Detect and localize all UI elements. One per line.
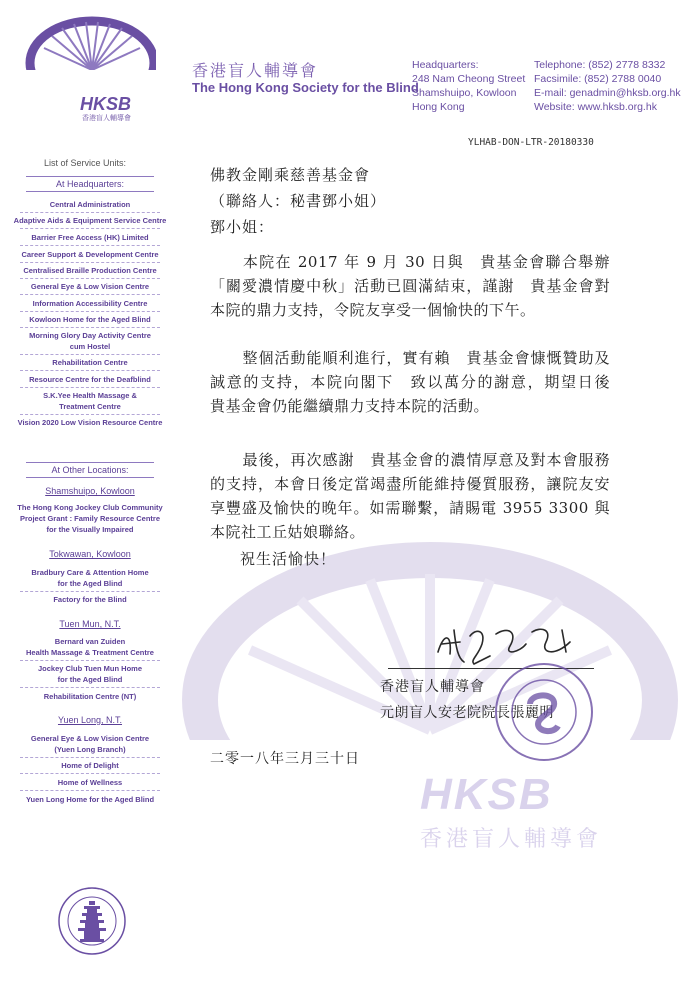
- service-unit: Adaptive Aids & Equipment Service Centre: [13, 216, 167, 225]
- service-unit: Project Grant : Family Resource Centre: [19, 514, 161, 523]
- service-unit: Centralised Braille Production Centre: [23, 266, 157, 275]
- divider: [20, 591, 160, 592]
- org-name-en: The Hong Kong Society for the Blind: [192, 80, 419, 95]
- service-unit: Bradbury Care & Attention Home: [31, 568, 149, 577]
- service-unit: The Hong Kong Jockey Club Community: [17, 503, 163, 512]
- divider: [20, 245, 160, 246]
- service-unit: Home of Wellness: [57, 778, 123, 787]
- location-name: Tuen Mun, N.T.: [59, 619, 121, 629]
- sidebar-title: List of Service Units:: [43, 158, 127, 168]
- divider: [20, 387, 160, 388]
- reference-number: YLHAB-DON-LTR-20180330: [468, 137, 594, 148]
- service-unit: Kowloon Home for the Aged Blind: [29, 315, 151, 324]
- divider: [20, 354, 160, 355]
- service-unit: Treatment Centre: [59, 402, 121, 411]
- recipient-block: [210, 162, 386, 240]
- watermark-text-zh: 香港盲人輔導會: [420, 827, 603, 852]
- service-unit: General Eye & Low Vision Centre: [30, 734, 150, 743]
- service-unit: Rehabilitation Centre: [52, 358, 128, 367]
- service-unit: Resource Centre for the Deafblind: [29, 375, 151, 384]
- paragraph-2-text: 整個活動能順利進行，實有賴 貴基金會慷慨贊助及誠意的支持，本院向閣下 致以萬分的謝意，期望日後 貴基金會仍能繼續鼎力支持本院的活動。: [210, 349, 626, 415]
- service-unit: Information Accessibility Centre: [32, 299, 148, 308]
- divider: [20, 790, 160, 791]
- signer-title: 元朗盲人安老院院長張麗明: [380, 705, 554, 721]
- salutation: 鄧小姐：: [210, 218, 275, 236]
- divider: [20, 294, 160, 295]
- service-unit: Bernard van Zuiden: [54, 637, 126, 646]
- recipient-name: 佛教金剛乘慈善基金會: [210, 166, 371, 184]
- hq-address-block: [412, 58, 530, 114]
- closing-line: 祝生活愉快！: [240, 550, 337, 568]
- service-unit: Barrier Free Access (HK) Limited: [31, 233, 149, 242]
- other-locations-heading: At Other Locations:: [26, 462, 154, 478]
- paragraph-3: [210, 448, 610, 544]
- service-unit: for the Aged Blind: [57, 675, 123, 684]
- divider: [20, 327, 160, 328]
- service-unit: for the Aged Blind: [57, 579, 123, 588]
- location-name: Shamshuipo, Kowloon: [45, 486, 135, 496]
- hq-address-line: 248 Nam Cheong Street: [412, 73, 526, 85]
- email: E-mail: genadmin@hksb.org.hk: [534, 87, 681, 99]
- paragraph-3-text: 最後，再次感謝 貴基金會的濃情厚意及對本會服務的支持，本會日後定當竭盡所能維持優質服務，讓院友安享豐盛及愉快的晚年。如需聯繫，請賜電 3955 3300 與本院社工丘姑娘聯絡。: [210, 451, 610, 541]
- service-unit: Vision 2020 Low Vision Resource Centre: [17, 418, 163, 427]
- divider: [20, 757, 160, 758]
- service-units-sidebar: [0, 150, 170, 987]
- divider: [20, 370, 160, 371]
- official-seal-stamp: [492, 660, 596, 764]
- hq-address-line: Hong Kong: [412, 101, 465, 113]
- service-unit: Morning Glory Day Activity Centre: [29, 331, 151, 340]
- location-name: Tokwawan, Kowloon: [49, 549, 131, 559]
- letter-date: 二零一八年三月三十日: [210, 751, 360, 767]
- service-unit: Central Administration: [49, 200, 131, 209]
- hq-heading: At Headquarters:: [26, 176, 154, 192]
- signer-organization: 香港盲人輔導會: [380, 679, 485, 695]
- attention-line: （聯絡人：秘書鄧小姐）: [210, 192, 387, 210]
- hq-address-line: Shamshuipo, Kowloon: [412, 87, 517, 99]
- service-unit: S.K.Yee Health Massage &: [43, 391, 137, 400]
- paragraph-1-text: 本院在 2017 年 9 月 30 日與 貴基金會聯合舉辦「關愛濃情慶中秋」活動已圓滿結束，謹謝 貴基金會對本院的鼎力支持，令院友享受一個愉快的下午。: [210, 253, 610, 319]
- paragraph-1: [210, 250, 610, 322]
- divider: [20, 773, 160, 774]
- watermark-text: HKSB: [420, 770, 553, 819]
- org-name-zh: 香港盲人輔導會: [192, 61, 319, 80]
- service-unit: for the Visually Impaired: [46, 525, 134, 534]
- divider: [20, 262, 160, 263]
- service-unit: General Eye & Low Vision Centre: [30, 282, 150, 291]
- divider: [20, 228, 160, 229]
- facsimile: Facsimile: (852) 2788 0040: [534, 73, 662, 85]
- divider: [20, 278, 160, 279]
- service-unit: Career Support & Development Centre: [21, 250, 159, 259]
- service-unit: Factory for the Blind: [53, 595, 127, 604]
- logo-subtext: 香港盲人輔導會: [82, 114, 131, 122]
- service-unit: Home of Delight: [61, 761, 119, 770]
- telephone: Telephone: (852) 2778 8332: [534, 59, 666, 71]
- divider: [20, 660, 160, 661]
- service-unit: cum Hostel: [69, 342, 111, 351]
- hq-label: Headquarters:: [412, 59, 479, 71]
- service-unit: Jockey Club Tuen Mun Home: [37, 664, 143, 673]
- contact-block: [534, 58, 694, 114]
- service-unit: Yuen Long Home for the Aged Blind: [25, 795, 155, 804]
- divider: [20, 311, 160, 312]
- website: Website: www.hksb.org.hk: [534, 101, 657, 113]
- divider: [20, 687, 160, 688]
- buddhist-foundation-logo: [56, 885, 128, 957]
- service-unit: Rehabilitation Centre (NT): [43, 692, 137, 701]
- divider: [20, 414, 160, 415]
- logo-text: HKSB: [80, 94, 132, 114]
- location-name: Yuen Long, N.T.: [57, 715, 123, 725]
- paragraph-2: [210, 346, 626, 418]
- divider: [20, 212, 160, 213]
- service-unit: Health Massage & Treatment Centre: [26, 648, 154, 657]
- service-unit: (Yuen Long Branch): [54, 745, 126, 754]
